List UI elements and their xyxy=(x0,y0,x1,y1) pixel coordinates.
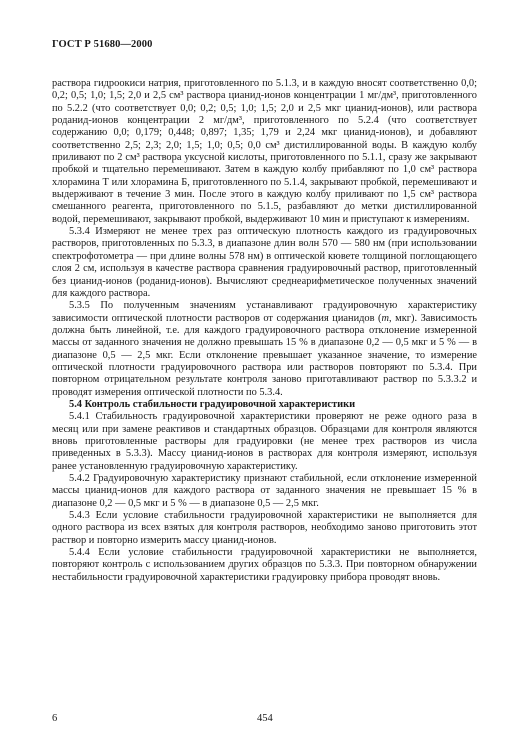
paragraph-5-4-4: 5.4.4 Если условие стабильности градуировочной характеристики не выполняется, повторяют контроль с использованием других образцов по 5.3.3. При повторном обнаружении нестабильности градуировочной характеристики градуировку прибора проводят вновь. xyxy=(52,547,477,583)
paragraph-5-3-5: 5.3.5 По полученным значениям устанавливают градуировочную характеристику зависимости оптической плотности растворов от содержания цианидов (m, мкг). Зависимость должна быть линейной, т.е. для каждого градуировочного раствора отклонение измеренной массы от заданного значения не должно превышать 15 % в диапазоне 0,2 — 0,5 мкг и 5 % — в диапазоне 0,5 — 2,5 мкг. Если отклонение превышает указанное значение, то измерение оптической плотности градуировочного раствора или растворов повторяют по 5.3.4. При повторном отрицательном результате контроля заново приготавливают раствор по 5.3.3.2 и проводят измерения оптической плотности по 5.3.4. xyxy=(52,300,477,398)
paragraph-5-4-3: 5.4.3 Если условие стабильности градуировочной характеристики не выполняется для одного раствора из всех взятых для контроля растворов, необходимо заново приготовить этот раствор и повторно измерить массу цианид-ионов. xyxy=(52,510,477,546)
section-heading-5-4: 5.4 Контроль стабильности градуировочной характеристики xyxy=(69,398,356,410)
collection-page-number: 454 xyxy=(257,713,273,724)
document-body xyxy=(52,78,477,584)
paragraph-continuation: раствора гидроокиси натрия, приготовленного по 5.1.3, и в каждую вносят соответственно 0,0; 0,2; 0,5; 1,0; 1,5; 2,0 и 2,5 см³ раствора цианид-ионов концентрации 1 мг/дм³, приготовленного по 5.2.2 (что соответствует 0,0; 0,2; 0,5; 1,0; 1,5; 2,0 и 2,5 мкг цианид-ионов), или раствора роданид-ионов концентрации 2 мг/дм³, приготовленного по 5.2.4 (что соответствует содержанию 0,0; 0,179; 0,448; 0,897; 1,35; 1,79 и 2,24 мкг цианид-ионов), и добавляют соответственно 2,5; 2,3; 2,0; 1,5; 1,0; 0,5; 0,0 см³ дистиллированной воды. В каждую колбу приливают по 2 см³ раствора уксусной кислоты, приготовленного по 5.1.1, сразу же закрывают пробкой и тщательно перемешивают. Затем в каждую колбу прибавляют по 1,0 см³ раствора хлорамина Т или хлорамина Б, приготовленного по 5.1.4, закрывают пробкой, перемешивают и выдерживают в течение 3 мин. После этого в каждую колбу приливают по 1,5 см³ раствора смешанного реагента, приготовленного по 5.1.5, разбавляют до метки дистиллированной водой, перемешивают, закрывают пробкой, выдерживают 10 мин и приступают к измерениям. xyxy=(52,78,477,225)
standard-header: ГОСТ Р 51680—2000 xyxy=(52,39,153,50)
paragraph-5-4-2: 5.4.2 Градуировочную характеристику признают стабильной, если отклонение измеренной массы цианид-ионов для каждого раствора от заданного значения не превышает 15 % в диапазоне 0,2 — 0,5 мкг и 5 % — в диапазоне 0,5 — 2,5 мкг. xyxy=(52,473,477,509)
paragraph-5-3-4: 5.3.4 Измеряют не менее трех раз оптическую плотность каждого из градуировочных растворов, приготовленных по 5.3.3, в диапазоне длин волн 570 — 580 нм (при использовании спектрофотометра — при длине волны 578 нм) в оптической кювете толщиной поглощающего слоя 2 см, используя в качестве раствора сравнения градуировочный раствор, приготовленный без цианид-ионов (роданид-ионов). Вычисляют среднеарифметическое полученных значений для каждого раствора. xyxy=(52,226,477,299)
page-number: 6 xyxy=(52,713,58,724)
paragraph-5-4-1: 5.4.1 Стабильность градуировочной характеристики проверяют не реже одного раза в месяц или при замене реактивов и стандартных образцов. Образцами для контроля являются вновь приготовленные растворы для градуировки (не менее трех растворов из числа приведенных в 5.3.3). Массу цианид-ионов в растворах для контроля измеряют, используя ранее установленную градуировочную характеристику. xyxy=(52,411,477,472)
